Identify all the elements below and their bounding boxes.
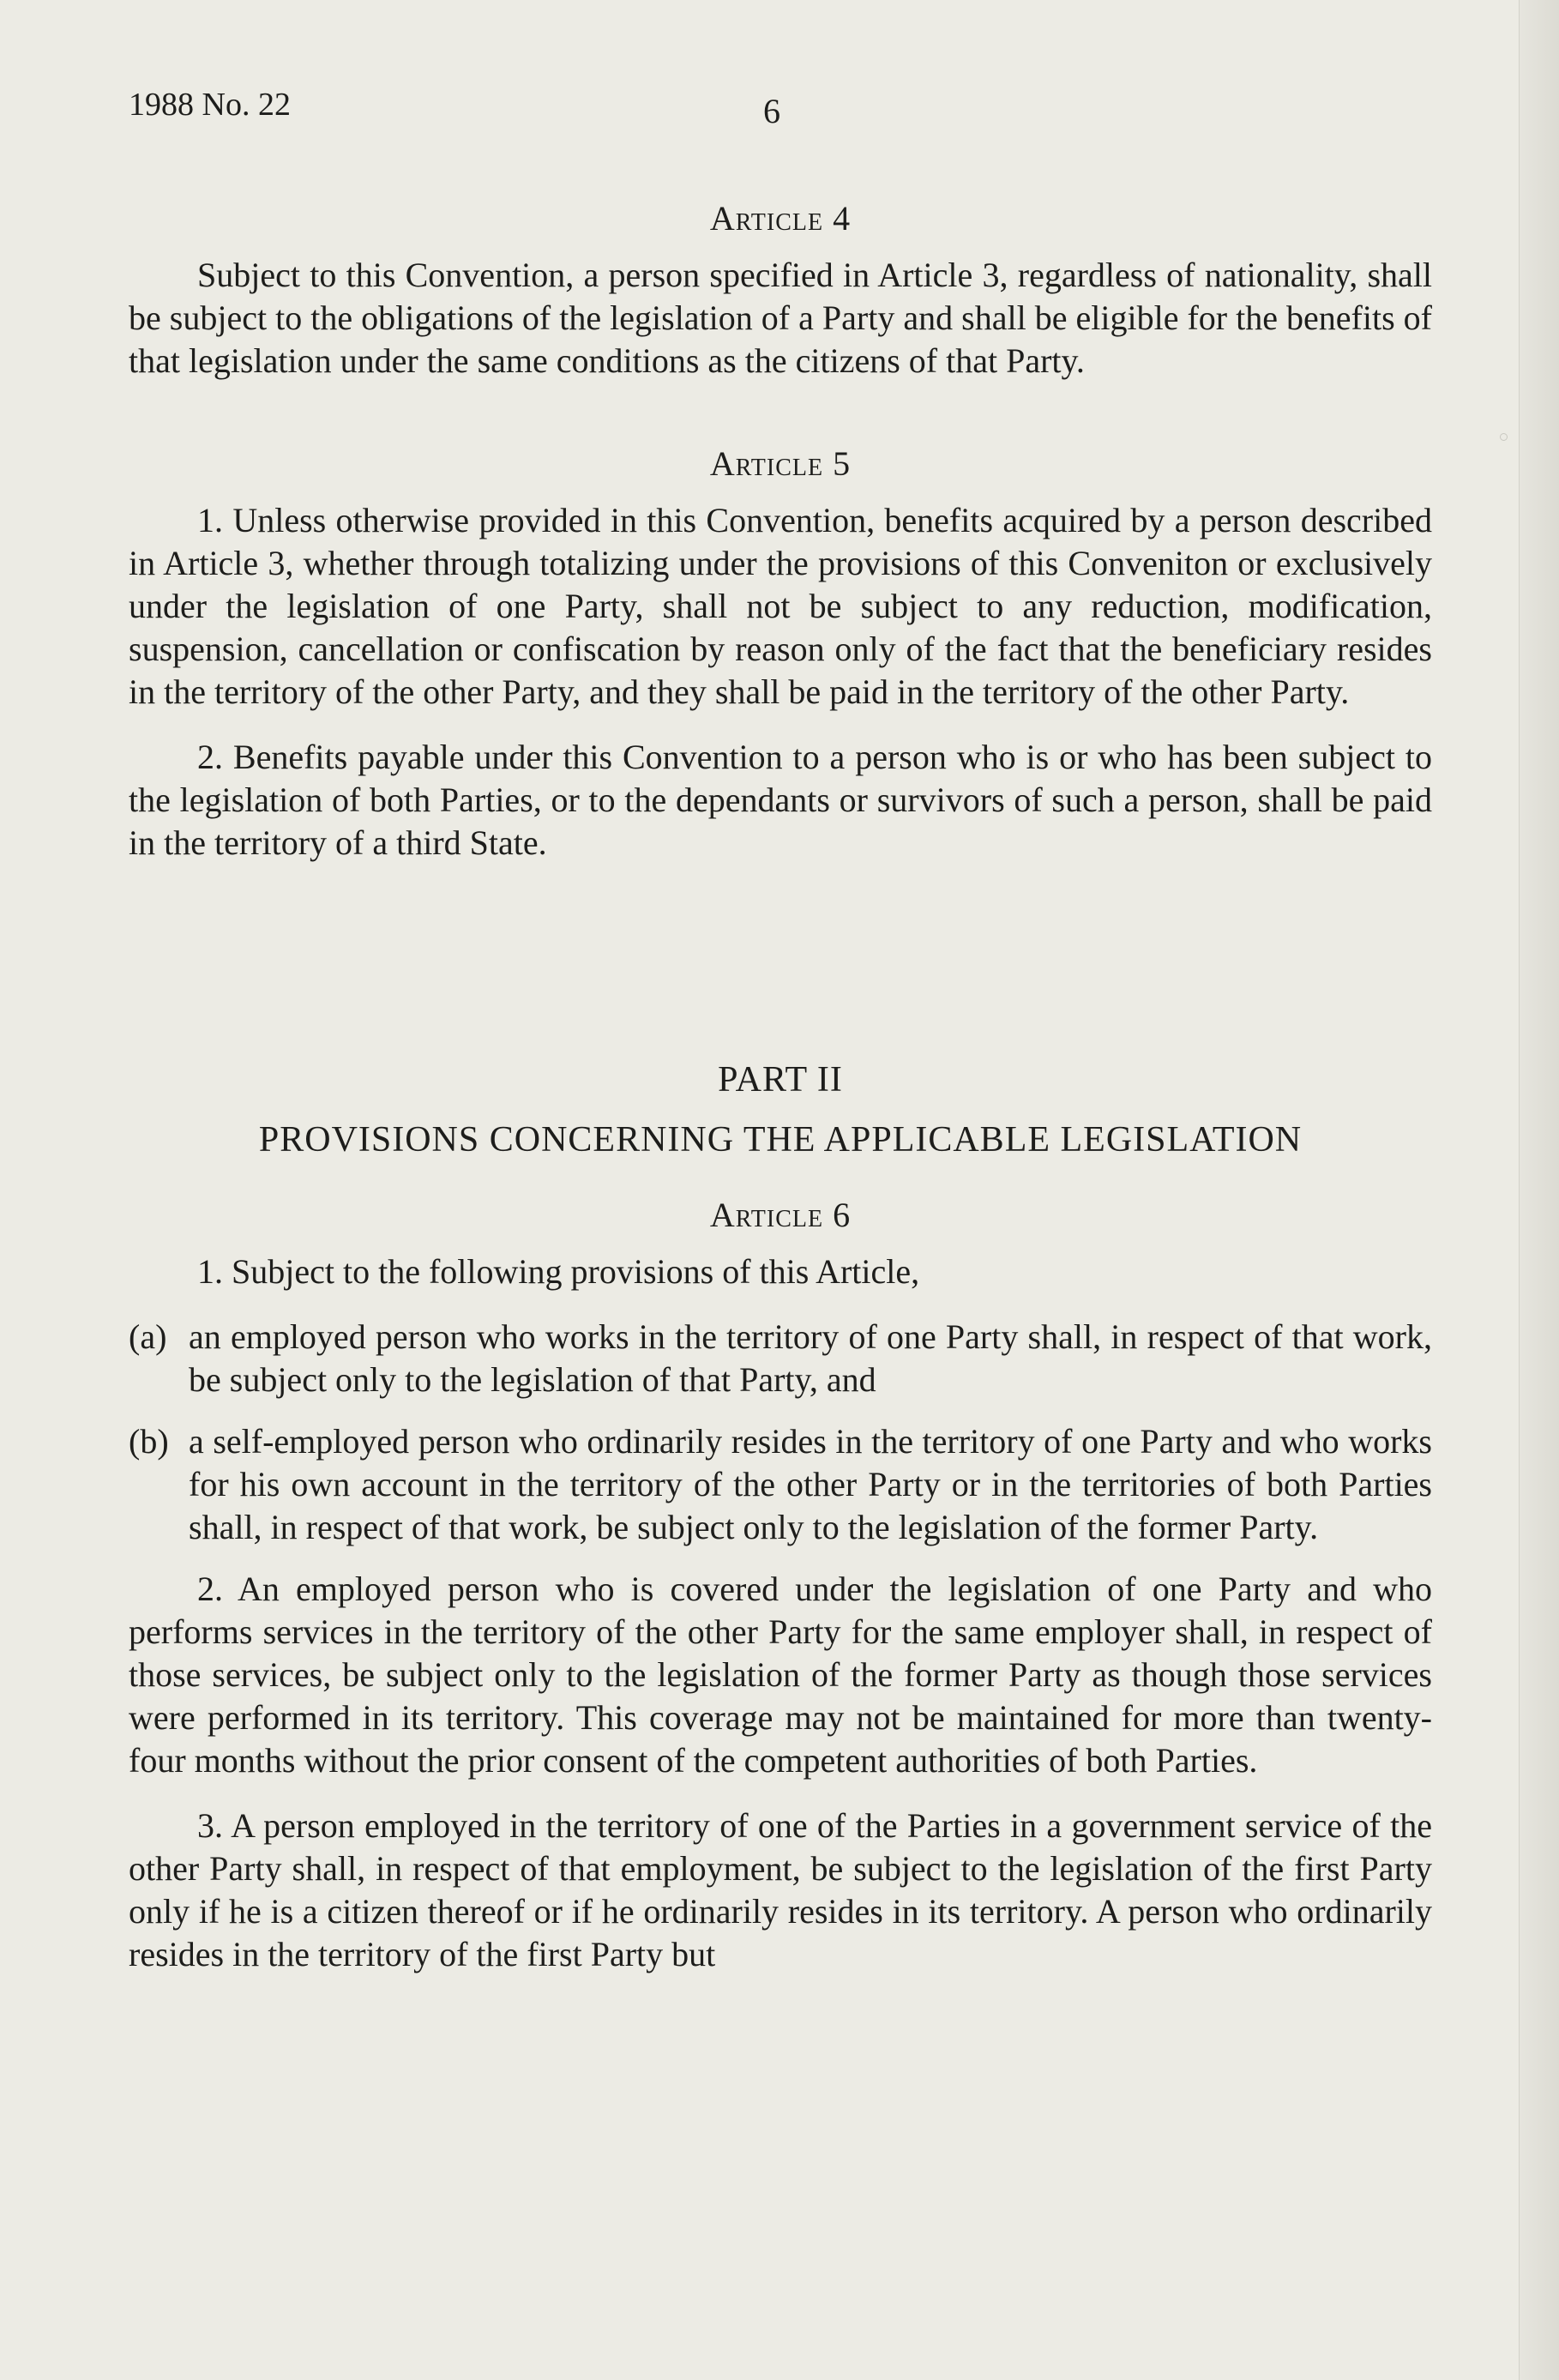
article-4-paragraph: Subject to this Convention, a person specified in Article 3, regardless of nationality, shall be subject to the obligations of the legislation of a Party and shall be eligible for the benefits of that legislation under the same conditions as the citizens of that Party. bbox=[129, 256, 1432, 380]
article-5-paragraph-2: 2. Benefits payable under this Convention to a person who is or who has been subject to the legislation of both Parties, or to the dependants or survivors of such a person, shall be paid in the territory of a third State. bbox=[129, 738, 1432, 862]
document-body bbox=[129, 197, 1432, 1998]
article-4-heading: Article 4 bbox=[709, 199, 852, 238]
article-6-paragraph-3: 3. A person employed in the territory of one of the Parties in a government service of the other Party shall, in respect of that employment, be subject to the legislation of the first Party only if he is a citizen thereof or if he ordinarily resides in its territory. A person who ordinarily resides in the territory of the first Party but bbox=[129, 1806, 1432, 1973]
list-item-b-text: a self-employed person who ordinarily resides in the territory of one Party and who works for his own account in the territory of the other Party or in the territories of both Parties shall, in respect of that work, be subject only to the legislation of the former Party. bbox=[189, 1422, 1432, 1546]
article-6-heading: Article 6 bbox=[709, 1196, 852, 1234]
page-edge bbox=[1519, 0, 1559, 2380]
article-5-heading: Article 5 bbox=[709, 444, 852, 483]
article-6-paragraph-2: 2. An employed person who is covered under the legislation of one Party and who performs services in the territory of the other Party for the same employer shall, in respect of those services, be subject only to the legislation of the former Party as though those services were performed in its territory. This coverage may not be maintained for more than twenty-four months without the prior consent of the competent authorities of both Parties. bbox=[129, 1570, 1432, 1780]
list-item-a bbox=[129, 1316, 1432, 1401]
list-item-b-mark: (b) bbox=[129, 1422, 169, 1461]
list-item-b bbox=[129, 1420, 1432, 1549]
page-number: 6 bbox=[763, 92, 780, 130]
list-item-a-text: an employed person who works in the territory of one Party shall, in respect of that work, be subject only to the legislation of that Party, and bbox=[189, 1317, 1432, 1399]
header-year-number: 1988 No. 22 bbox=[129, 87, 291, 123]
part-title: PART II bbox=[718, 1060, 843, 1100]
article-5-paragraph-1: 1. Unless otherwise provided in this Convention, benefits acquired by a person described in Article 3, whether through totalizing under the provisions of this Conveniton or exclusively under the legislation of one Party, shall not be subject to any reduction, modification, suspension, cancellation or confiscation by reason only of the fact that the beneficiary resides in the territory of the other Party, and they shall be paid in the territory of the other Party. bbox=[129, 501, 1432, 711]
part-subtitle: PROVISIONS CONCERNING THE APPLICABLE LEGISLATION bbox=[258, 1120, 1303, 1160]
list-item-a-mark: (a) bbox=[129, 1317, 167, 1356]
binding-hole bbox=[1500, 433, 1508, 441]
article-6-paragraph-1: 1. Subject to the following provisions of this Article, bbox=[197, 1252, 920, 1291]
page-header bbox=[129, 86, 1430, 137]
